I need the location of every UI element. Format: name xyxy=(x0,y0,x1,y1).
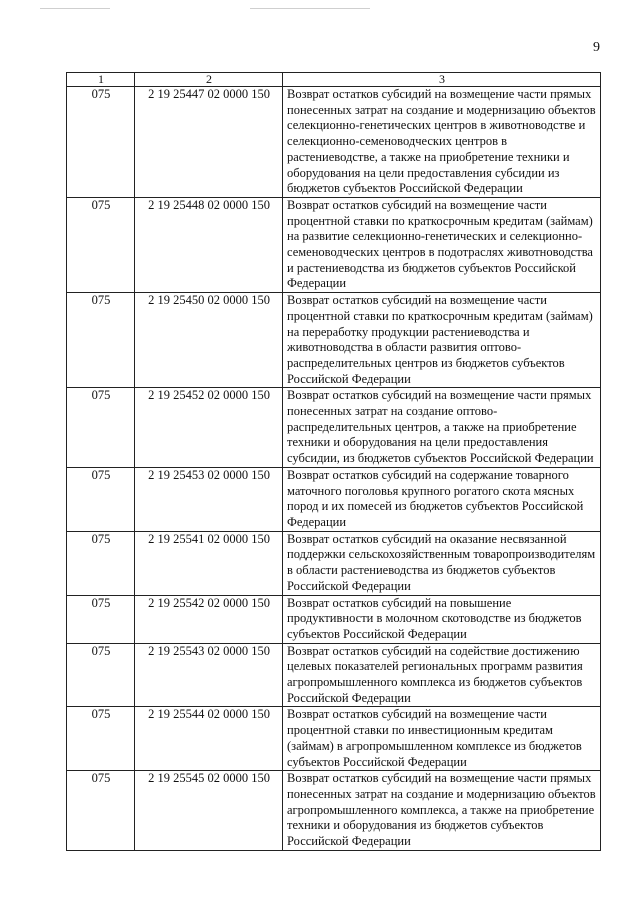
admin-code-cell: 075 xyxy=(67,388,135,468)
budget-code-cell: 2 19 25453 02 0000 150 xyxy=(135,467,283,531)
scan-artifact-line xyxy=(250,8,370,9)
budget-code-cell: 2 19 25545 02 0000 150 xyxy=(135,771,283,851)
table-row xyxy=(67,197,601,292)
table-row xyxy=(67,467,601,531)
description-cell: Возврат остатков субсидий на возмещение части процентной ставки по краткосрочным кредитам (займам) на переработку продукции растениеводства и животноводства в области развития оптово-распределительных центров из бюджетов субъектов Российской Федерации xyxy=(283,293,601,388)
admin-code-cell: 075 xyxy=(67,595,135,643)
table-row xyxy=(67,87,601,198)
admin-code-cell: 075 xyxy=(67,771,135,851)
description-cell: Возврат остатков субсидий на повышение продуктивности в молочном скотоводстве из бюджетов субъектов Российской Федерации xyxy=(283,595,601,643)
description-cell: Возврат остатков субсидий на возмещение части прямых понесенных затрат на создание и модернизацию объектов селекционно-генетических центров в животноводстве и селекционно-семеноводческих центров в растениеводстве, а также на приобретение техники и оборудования на цели предоставления субсидии из бюджетов субъектов Российской Федерации xyxy=(283,87,601,198)
scan-artifact-line xyxy=(40,8,110,9)
budget-code-cell: 2 19 25450 02 0000 150 xyxy=(135,293,283,388)
table-row xyxy=(67,643,601,707)
description-cell: Возврат остатков субсидий на возмещение части процентной ставки по инвестиционным кредитам (займам) в агропромышленном комплексе из бюджетов субъектов Российской Федерации xyxy=(283,707,601,771)
description-cell: Возврат остатков субсидий на оказание несвязанной поддержки сельскохозяйственным товаропроизводителям в области растениеводства из бюджетов субъектов Российской Федерации xyxy=(283,531,601,595)
description-cell: Возврат остатков субсидий на содействие достижению целевых показателей региональных программ развития агропромышленного комплекса из бюджетов субъектов Российской Федерации xyxy=(283,643,601,707)
admin-code-cell: 075 xyxy=(67,87,135,198)
budget-code-cell: 2 19 25448 02 0000 150 xyxy=(135,197,283,292)
budget-code-cell: 2 19 25447 02 0000 150 xyxy=(135,87,283,198)
table-row xyxy=(67,293,601,388)
admin-code-cell: 075 xyxy=(67,643,135,707)
table-row xyxy=(67,707,601,771)
table-row xyxy=(67,531,601,595)
budget-code-cell: 2 19 25544 02 0000 150 xyxy=(135,707,283,771)
table-header-row xyxy=(67,73,601,87)
admin-code-cell: 075 xyxy=(67,293,135,388)
column-header-3: 3 xyxy=(283,73,601,87)
budget-code-cell: 2 19 25542 02 0000 150 xyxy=(135,595,283,643)
table-row xyxy=(67,388,601,468)
admin-code-cell: 075 xyxy=(67,467,135,531)
description-cell: Возврат остатков субсидий на возмещение части прямых понесенных затрат на создание оптово-распределительных центров, а также на приобретение техники и оборудования на цели предоставления субсидии, из бюджетов субъектов Российской Федерации xyxy=(283,388,601,468)
table-row xyxy=(67,771,601,851)
column-header-2: 2 xyxy=(135,73,283,87)
budget-code-cell: 2 19 25543 02 0000 150 xyxy=(135,643,283,707)
admin-code-cell: 075 xyxy=(67,531,135,595)
budget-codes-table xyxy=(66,72,601,851)
budget-code-cell: 2 19 25452 02 0000 150 xyxy=(135,388,283,468)
admin-code-cell: 075 xyxy=(67,707,135,771)
description-cell: Возврат остатков субсидий на возмещение части процентной ставки по краткосрочным кредитам (займам) на развитие селекционно-генетических и селекционно-семеноводческих центров в подотраслях животноводства и растениеводства из бюджетов субъектов Российской Федерации xyxy=(283,197,601,292)
description-cell: Возврат остатков субсидий на возмещение части прямых понесенных затрат на создание и модернизацию объектов агропромышленного комплекса, а также на приобретение техники и оборудования из бюджетов субъектов Российской Федерации xyxy=(283,771,601,851)
column-header-1: 1 xyxy=(67,73,135,87)
table-row xyxy=(67,595,601,643)
budget-code-cell: 2 19 25541 02 0000 150 xyxy=(135,531,283,595)
page-number: 9 xyxy=(593,40,600,55)
description-cell: Возврат остатков субсидий на содержание товарного маточного поголовья крупного рогатого скота мясных пород и их помесей из бюджетов субъектов Российской Федерации xyxy=(283,467,601,531)
admin-code-cell: 075 xyxy=(67,197,135,292)
